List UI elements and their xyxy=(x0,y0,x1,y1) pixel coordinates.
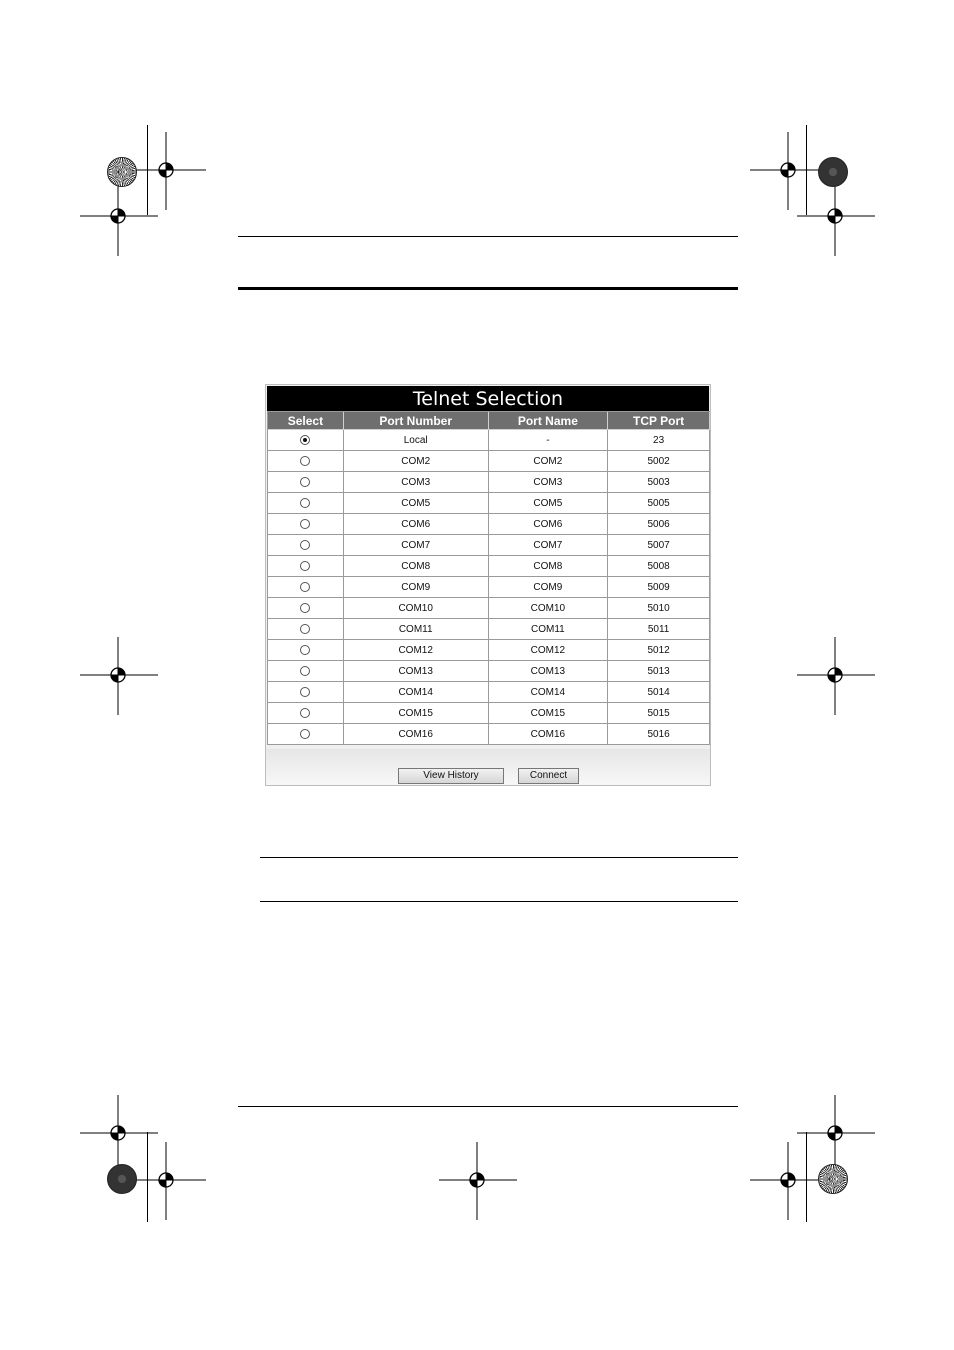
select-radio[interactable] xyxy=(300,708,310,718)
tcp-port-cell: 5005 xyxy=(608,493,710,514)
port-name-cell: COM15 xyxy=(489,703,609,724)
table-row[interactable] xyxy=(268,640,710,661)
table-row[interactable] xyxy=(268,472,710,493)
port-name-cell: COM14 xyxy=(489,682,609,703)
select-cell xyxy=(268,661,344,682)
select-cell xyxy=(268,451,344,472)
telnet-selection-panel xyxy=(265,384,711,786)
tcp-port-cell: 5008 xyxy=(608,556,710,577)
select-cell xyxy=(268,724,344,745)
port-number-cell: COM14 xyxy=(344,682,489,703)
table-row[interactable] xyxy=(268,661,710,682)
select-radio[interactable] xyxy=(300,687,310,697)
table-body xyxy=(268,430,710,745)
crop-mark-mid-right-icon xyxy=(797,637,875,715)
port-number-cell: COM16 xyxy=(344,724,489,745)
tcp-port-cell: 5006 xyxy=(608,514,710,535)
select-radio[interactable] xyxy=(300,582,310,592)
port-name-cell: COM3 xyxy=(489,472,609,493)
table-row[interactable] xyxy=(268,577,710,598)
tcp-port-cell: 5013 xyxy=(608,661,710,682)
select-radio[interactable] xyxy=(300,519,310,529)
crop-mark-mid-left-icon xyxy=(80,637,158,715)
connect-button[interactable]: Connect xyxy=(518,768,579,784)
port-number-cell: COM5 xyxy=(344,493,489,514)
note-rule-top xyxy=(260,857,738,858)
port-number-cell: COM9 xyxy=(344,577,489,598)
select-radio[interactable] xyxy=(300,729,310,739)
color-target-top-right-icon xyxy=(818,157,848,187)
select-cell xyxy=(268,493,344,514)
crop-mark-bottom-center-icon xyxy=(439,1142,517,1220)
port-name-cell: COM7 xyxy=(489,535,609,556)
telnet-port-table xyxy=(267,411,710,745)
select-cell xyxy=(268,682,344,703)
select-cell xyxy=(268,430,344,451)
table-row[interactable] xyxy=(268,535,710,556)
tcp-port-cell: 5015 xyxy=(608,703,710,724)
tcp-port-cell: 5016 xyxy=(608,724,710,745)
port-number-cell: COM10 xyxy=(344,598,489,619)
port-number-cell: COM15 xyxy=(344,703,489,724)
color-target-bottom-left-icon xyxy=(107,1164,137,1194)
view-history-button[interactable]: View History xyxy=(398,768,504,784)
crop-mark-top-right-2-icon xyxy=(797,178,875,256)
select-cell xyxy=(268,514,344,535)
port-name-cell: COM10 xyxy=(489,598,609,619)
tcp-port-cell: 5009 xyxy=(608,577,710,598)
select-cell xyxy=(268,472,344,493)
port-name-cell: COM2 xyxy=(489,451,609,472)
tcp-port-cell: 5012 xyxy=(608,640,710,661)
table-row[interactable] xyxy=(268,598,710,619)
footer-rule xyxy=(238,1106,738,1107)
select-radio[interactable] xyxy=(300,561,310,571)
table-header-row xyxy=(268,412,710,430)
tcp-port-cell: 5010 xyxy=(608,598,710,619)
select-cell xyxy=(268,619,344,640)
tcp-port-cell: 5011 xyxy=(608,619,710,640)
trim-line-bottom-left xyxy=(147,1132,148,1222)
tcp-port-cell: 5014 xyxy=(608,682,710,703)
select-radio[interactable] xyxy=(300,435,310,445)
table-row[interactable] xyxy=(268,514,710,535)
tcp-port-cell: 5003 xyxy=(608,472,710,493)
tcp-port-cell: 5007 xyxy=(608,535,710,556)
port-number-cell: COM13 xyxy=(344,661,489,682)
port-number-cell: COM7 xyxy=(344,535,489,556)
port-number-cell: COM2 xyxy=(344,451,489,472)
select-cell xyxy=(268,598,344,619)
port-number-cell: COM6 xyxy=(344,514,489,535)
table-row[interactable] xyxy=(268,451,710,472)
port-number-cell: COM12 xyxy=(344,640,489,661)
trim-line-top-left xyxy=(147,125,148,215)
header-rule-thick xyxy=(238,287,738,290)
table-row[interactable] xyxy=(268,430,710,451)
port-number-cell: COM3 xyxy=(344,472,489,493)
color-target-top-left-icon xyxy=(107,157,137,187)
port-name-cell: COM5 xyxy=(489,493,609,514)
table-row[interactable] xyxy=(268,703,710,724)
port-name-cell: COM16 xyxy=(489,724,609,745)
port-number-cell: COM11 xyxy=(344,619,489,640)
table-row[interactable] xyxy=(268,619,710,640)
port-number-cell: Local xyxy=(344,430,489,451)
select-radio[interactable] xyxy=(300,540,310,550)
note-rule-bottom xyxy=(260,901,738,902)
select-radio[interactable] xyxy=(300,498,310,508)
port-name-cell: COM13 xyxy=(489,661,609,682)
trim-line-top-right xyxy=(806,125,807,215)
port-name-cell: COM12 xyxy=(489,640,609,661)
panel-title: Telnet Selection xyxy=(267,386,709,411)
port-number-cell: COM8 xyxy=(344,556,489,577)
table-row[interactable] xyxy=(268,556,710,577)
crop-mark-bottom-left-2-icon xyxy=(128,1142,206,1220)
column-header-port-name: Port Name xyxy=(489,412,609,430)
color-target-bottom-right-icon xyxy=(818,1164,848,1194)
port-name-cell: COM8 xyxy=(489,556,609,577)
select-cell xyxy=(268,556,344,577)
column-header-port-number: Port Number xyxy=(344,412,489,430)
select-radio[interactable] xyxy=(300,645,310,655)
crop-mark-bottom-right-2-icon xyxy=(797,1095,875,1173)
port-name-cell: - xyxy=(489,430,609,451)
table-row[interactable] xyxy=(268,682,710,703)
select-cell xyxy=(268,640,344,661)
select-cell xyxy=(268,703,344,724)
header-rule-thin xyxy=(238,236,738,237)
select-cell xyxy=(268,577,344,598)
select-radio[interactable] xyxy=(300,603,310,613)
tcp-port-cell: 23 xyxy=(608,430,710,451)
column-header-select: Select xyxy=(268,412,344,430)
select-radio[interactable] xyxy=(300,477,310,487)
table-row[interactable] xyxy=(268,724,710,745)
select-radio[interactable] xyxy=(300,666,310,676)
trim-line-bottom-right xyxy=(806,1132,807,1222)
select-cell xyxy=(268,535,344,556)
port-name-cell: COM6 xyxy=(489,514,609,535)
port-name-cell: COM9 xyxy=(489,577,609,598)
table-row[interactable] xyxy=(268,493,710,514)
column-header-tcp-port: TCP Port xyxy=(608,412,710,430)
select-radio[interactable] xyxy=(300,624,310,634)
select-radio[interactable] xyxy=(300,456,310,466)
button-bar xyxy=(266,749,710,785)
tcp-port-cell: 5002 xyxy=(608,451,710,472)
port-name-cell: COM11 xyxy=(489,619,609,640)
